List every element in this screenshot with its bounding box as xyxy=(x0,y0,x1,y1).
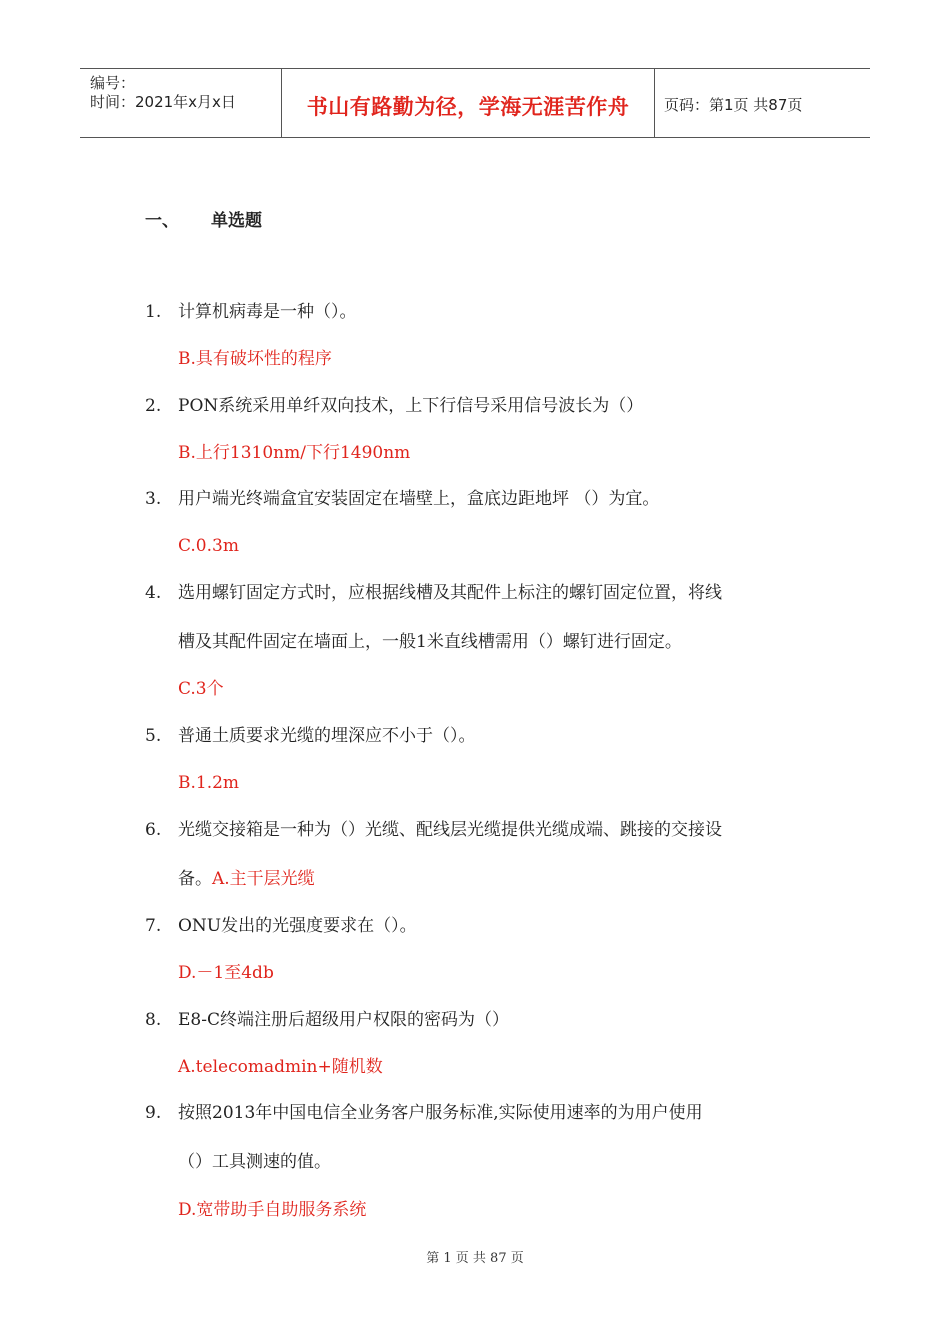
question-number: 9. xyxy=(145,1103,162,1123)
answer-4: C.3个 xyxy=(178,679,224,699)
section-title: 单选题 xyxy=(211,211,262,231)
header-meta-cell xyxy=(80,69,282,137)
question-text: 按照2013年中国电信全业务客户服务标准,实际使用速率的为用户使用 xyxy=(178,1103,703,1123)
header-motto: 书山有路勤为径，学海无涯苦作舟 xyxy=(306,95,630,119)
question-text: E8-C终端注册后超级用户权限的密码为（） xyxy=(178,1010,509,1030)
question-number: 7. xyxy=(145,916,162,936)
question-text: 选用螺钉固定方式时，应根据线槽及其配件上标注的螺钉固定位置，将线 xyxy=(178,583,722,603)
question-text-continued: 槽及其配件固定在墙面上，一般1米直线槽需用（）螺钉进行固定。 xyxy=(178,632,682,652)
question-number: 5. xyxy=(145,726,162,746)
answer-6: A.主干层光缆 xyxy=(212,869,315,889)
document-number-label: 编号： xyxy=(90,74,136,92)
answer-3: C.0.3m xyxy=(178,536,239,556)
answer-1: B.具有破坏性的程序 xyxy=(178,349,332,369)
document-time-label: 时间：2021年x月x日 xyxy=(90,93,236,111)
question-text-continued: （）工具测速的值。 xyxy=(178,1152,331,1172)
page-header xyxy=(80,68,870,138)
answer-9: D.宽带助手自助服务系统 xyxy=(178,1200,367,1220)
section-number: 一、 xyxy=(145,211,179,231)
question-number: 3. xyxy=(145,489,162,509)
question-text: 计算机病毒是一种（）。 xyxy=(178,302,357,322)
question-text: PON系统采用单纤双向技术，上下行信号采用信号波长为（） xyxy=(178,396,644,416)
question-number: 1. xyxy=(145,302,162,322)
question-text: 普通土质要求光缆的埋深应不小于（）。 xyxy=(178,726,476,746)
question-number: 2. xyxy=(145,396,162,416)
question-text-tail: 备。 xyxy=(178,869,212,889)
answer-5: B.1.2m xyxy=(178,773,240,793)
header-page-code: 页码：第1页 共87页 xyxy=(664,96,803,114)
answer-8: A.telecomadmin+随机数 xyxy=(178,1057,383,1077)
answer-7: D.－1至4db xyxy=(178,963,274,983)
question-text: 用户端光终端盒宜安装固定在墙壁上，盒底边距地坪 （）为宜。 xyxy=(178,489,660,509)
question-text: 光缆交接箱是一种为（）光缆、配线层光缆提供光缆成端、跳接的交接设 xyxy=(178,820,722,840)
question-text: ONU发出的光强度要求在（）。 xyxy=(178,916,417,936)
question-number: 6. xyxy=(145,820,162,840)
answer-2: B.上行1310nm/下行1490nm xyxy=(178,443,411,463)
page-footer: 第 1 页 共 87 页 xyxy=(426,1251,524,1266)
question-text-continued xyxy=(178,869,315,889)
question-number: 4. xyxy=(145,583,162,603)
question-number: 8. xyxy=(145,1010,162,1030)
header-motto-cell xyxy=(282,69,655,137)
